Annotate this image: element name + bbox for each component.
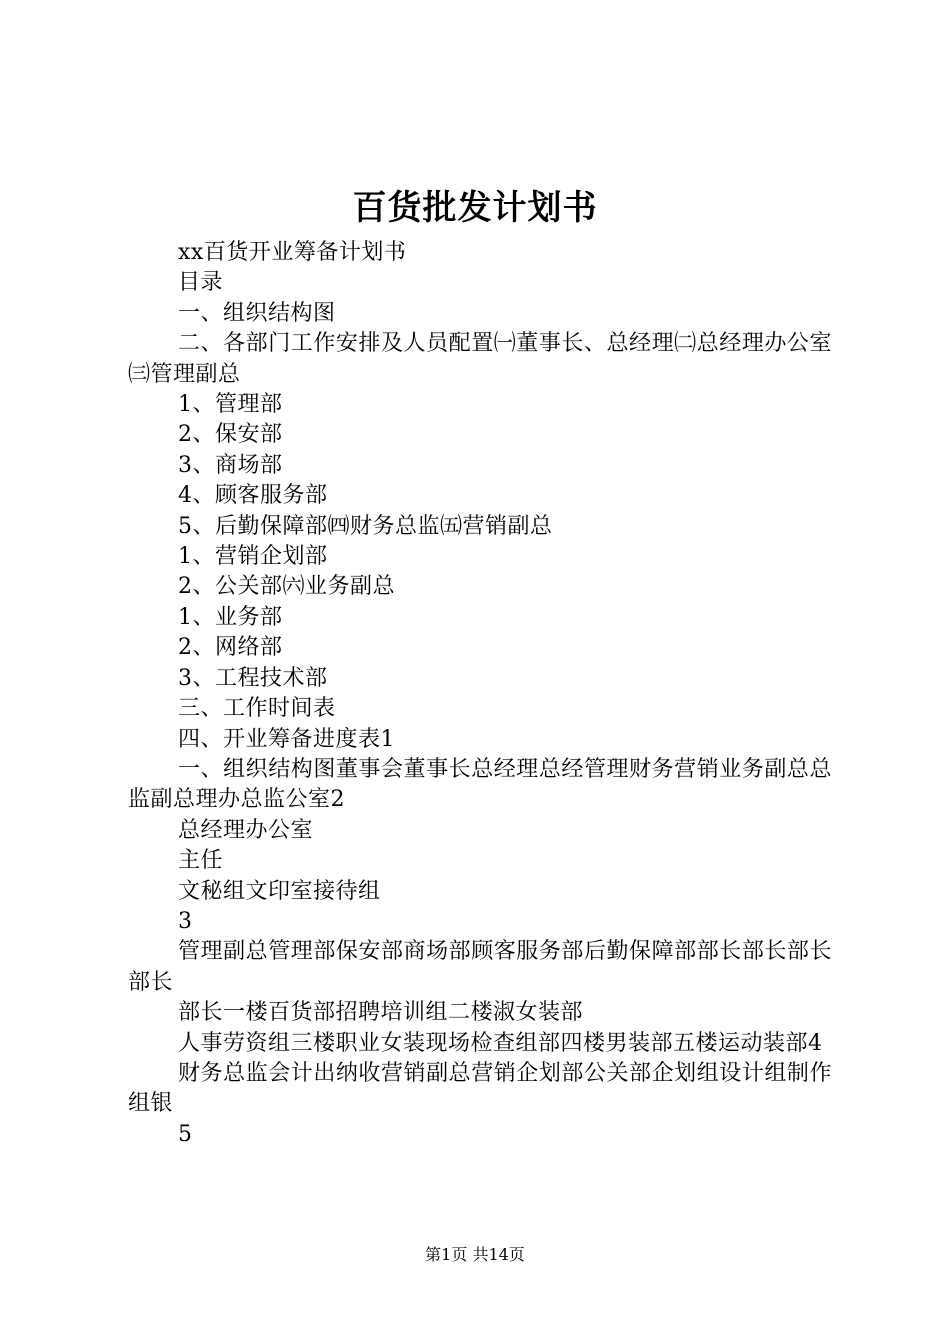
page-footer: 第1页 共14页 [425, 1245, 525, 1264]
text-line: 人事劳资组三楼职业女装现场检查组部四楼男装部五楼运动装部4 [178, 1030, 823, 1056]
document-body [128, 238, 832, 1150]
text-line: 目录 [178, 270, 224, 296]
text-line: 1、业务部 [178, 604, 283, 630]
text-line: 2、公关部㈥业务副总 [178, 574, 395, 600]
text-line: 二、各部门工作安排及人员配置㈠董事长、总经理㈡总经理办公室㈢管理副总 [128, 331, 832, 387]
text-line: 3、工程技术部 [178, 665, 328, 691]
text-line: 4、顾客服务部 [178, 483, 328, 509]
text-line: 一、组织结构图 [178, 300, 336, 326]
text-line: 部长一楼百货部招聘培训组二楼淑女装部 [178, 1000, 584, 1026]
text-line: 文秘组文印室接待组 [178, 878, 381, 904]
document-title: 百货批发计划书 [352, 188, 598, 228]
text-line: 主任 [178, 848, 224, 874]
text-line: 5 [178, 1121, 193, 1147]
text-line: 一、组织结构图董事会董事长总经理总经管理财务营销业务副总总监副总理办总监公室2 [128, 756, 832, 813]
text-line: 财务总监会计出纳收营销副总营销企划部公关部企划组设计组制作组银 [128, 1060, 832, 1117]
text-line: 三、工作时间表 [178, 696, 336, 722]
text-line: 1、管理部 [178, 392, 283, 418]
text-line: 1、营销企划部 [178, 544, 328, 570]
text-line: 管理副总管理部保安部商场部顾客服务部后勤保障部部长部长部长部长 [128, 939, 832, 995]
text-line: 总经理办公室 [178, 817, 314, 843]
text-line: 3 [178, 908, 193, 934]
text-line: 四、开业筹备进度表1 [178, 726, 395, 752]
text-line: 2、网络部 [178, 635, 283, 661]
text-line: xx百货开业筹备计划书 [178, 240, 407, 265]
text-line: 5、后勤保障部㈣财务总监㈤营销副总 [178, 513, 553, 539]
text-line: 2、保安部 [178, 422, 283, 448]
text-line: 3、商场部 [178, 452, 283, 478]
